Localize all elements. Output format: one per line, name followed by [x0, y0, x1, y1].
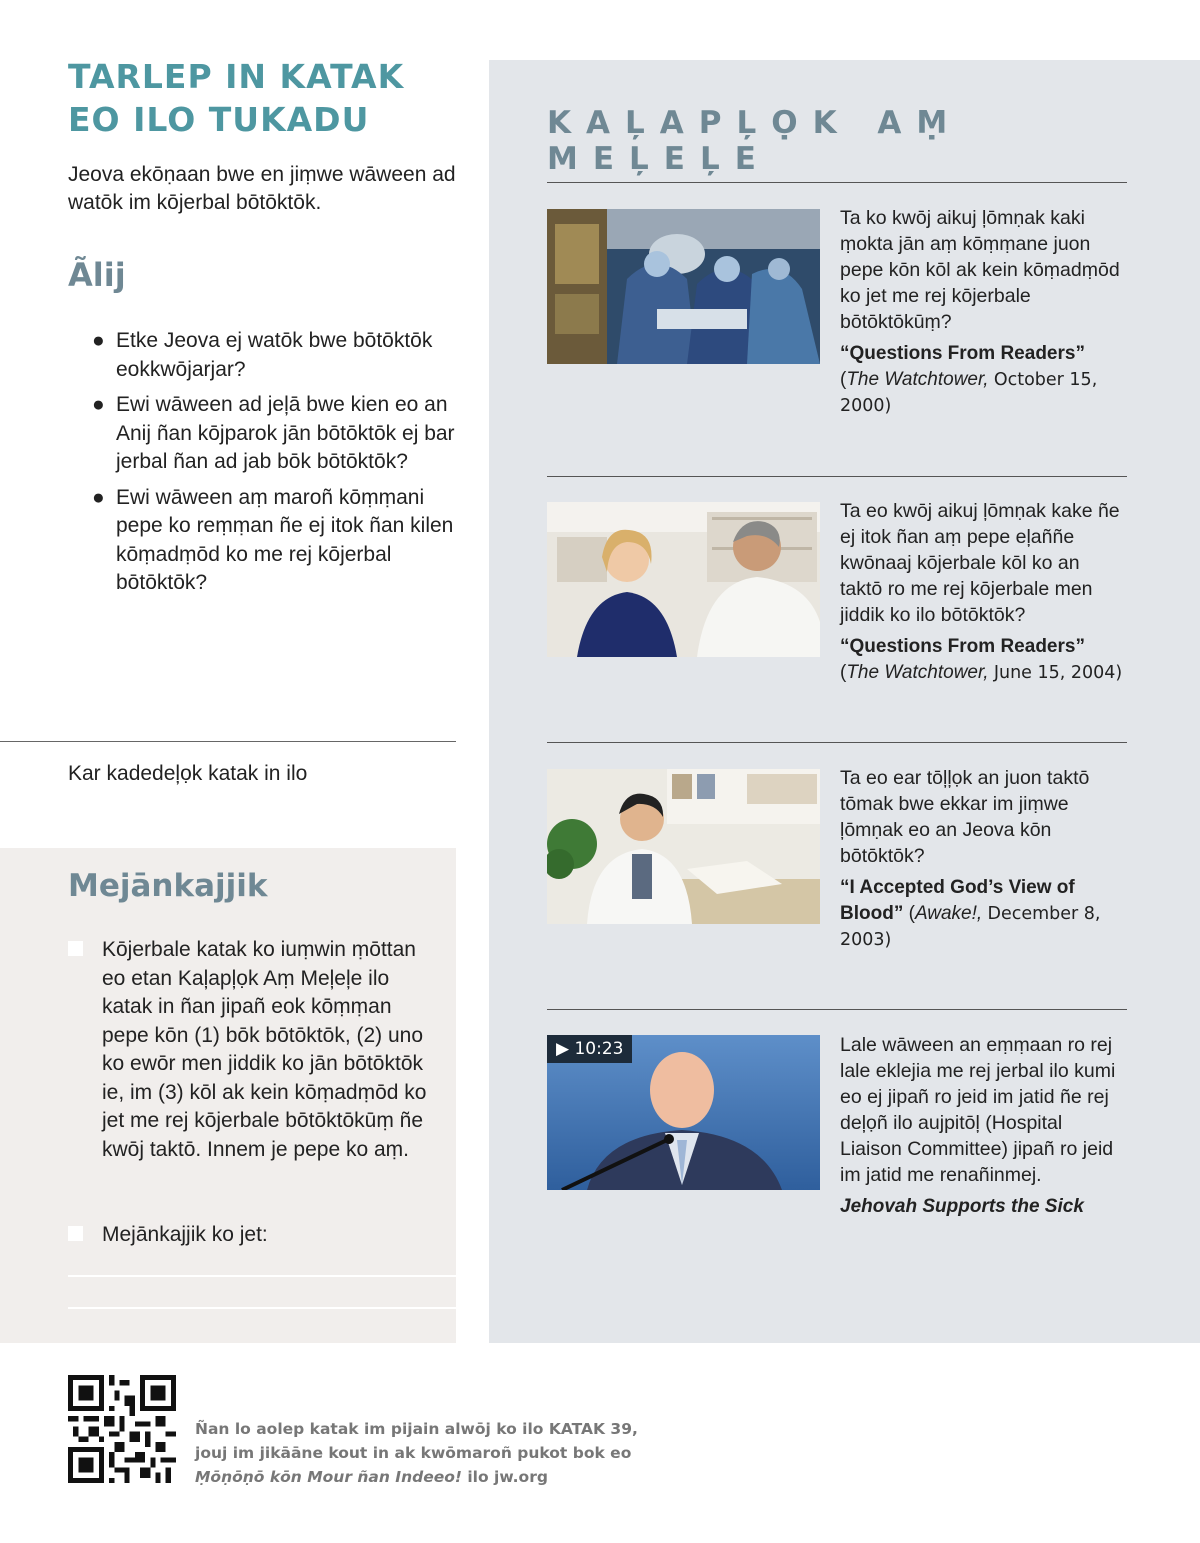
qr-code-icon[interactable] [68, 1375, 176, 1483]
title-line-1: TARLEP IN KATAK [68, 57, 405, 96]
goals-heading: Mejānkajjik [68, 868, 268, 904]
goal-item [68, 936, 438, 1164]
bullet-icon: ● [92, 329, 105, 352]
item-divider [547, 182, 1127, 183]
article-link[interactable]: “Questions From Readers” [840, 343, 1085, 364]
publication-name: Awake!, [914, 903, 983, 924]
review-heading: Ãlij [68, 256, 126, 294]
explore-item [840, 1032, 1125, 1220]
lesson-recap-title [68, 55, 404, 141]
patient-talking-with-doctor-photo[interactable] [547, 502, 820, 657]
item-source: “Questions From Readers” (The Watchtower, June 15, 2004) [840, 636, 1123, 683]
item-source: “Questions From Readers” (The Watchtower, October 15, 2000) [840, 343, 1098, 416]
footer-line-2: jouj im jikāāne kout in ak kwōmaroñ pukot bok eo [195, 1444, 632, 1462]
goal-checkbox[interactable] [68, 1226, 83, 1241]
section-divider [0, 741, 456, 742]
smiling-doctor-at-desk-photo[interactable] [547, 769, 820, 924]
bullet-icon: ● [92, 485, 105, 509]
review-question-text: Ewi wāween aṃ maroñ kōṃṃani pepe ko reṃṃan ñe ej itok ñan kilen kōṃadṃōd ko me rej kōjerbal bōtōktōk? [116, 485, 454, 594]
title-line-2: EO ILO TUKADU [68, 100, 370, 139]
footer-line-1: Ñan lo aolep katak im pijain alwōj ko ilo KATAK 39, [195, 1420, 638, 1438]
review-question [92, 484, 462, 598]
explore-heading: KAĻAPĻỌK AṂ MEĻEĻE [547, 105, 963, 177]
item-divider [547, 742, 1127, 743]
item-divider [547, 1009, 1127, 1010]
footer-note [195, 1417, 655, 1489]
review-questions [92, 327, 462, 605]
doctor-conversation-image [547, 502, 820, 657]
goal-checkbox[interactable] [68, 941, 83, 956]
review-question [92, 391, 462, 477]
publication-name: The Watchtower, [846, 369, 989, 390]
surgeons-operating-photo[interactable] [547, 209, 820, 364]
footer-site[interactable]: ilo jw.org [467, 1468, 548, 1486]
review-question-text: Ewi wāween ad jeļā bwe kien eo an Anij ñan kōjparok jān bōtōktōk ej bar jerbal ñan ad jab bōk bōtōktōk? [116, 393, 455, 473]
item-source [840, 1194, 1125, 1220]
video-link[interactable]: Jehovah Supports the Sick [840, 1196, 1084, 1217]
lesson-summary: Jeova ekōṇaan bwe en jiṃwe wāween ad watōk im kōjerbal bōtōktōk. [68, 163, 456, 214]
surgery-image [547, 209, 820, 364]
doctor-desk-image [547, 769, 820, 924]
review-question [92, 327, 462, 384]
study-completed-note: Kar kadedeļọk katak in ilo [68, 762, 308, 785]
goal-item [68, 1221, 438, 1250]
publication-date: June 15, 2004) [993, 663, 1123, 683]
item-question: Ta eo ear tōļļọk an juon taktō tōmak bwe ekkar im jiṃwe ļōmṇak eo an Jeova kōn bōtōktōk? [840, 767, 1090, 867]
article-link[interactable]: “Questions From Readers” [840, 636, 1085, 657]
goal-text: Kōjerbale katak ko iuṃwin ṃōttan eo etan Kaļapļọk Aṃ Meļeļe ilo katak in ñan jipañ eok kōṃṃan pepe kōn (1) bōk bōtōktōk, (2) uno ko ewōr men jiddik ko jān bōtōktōk ie, im (3) kōl ak kein kōṃadṃōd ko jet me rej kōjerbale bōtōktōkūṃ ñe kwōj taktō. Innem je pepe ko aṃ. [102, 938, 427, 1161]
video-duration-badge: ▶ 10:23 [547, 1035, 632, 1063]
publication-name: The Watchtower, [846, 662, 989, 683]
explore-item [840, 205, 1125, 419]
book-title: Ṃōṇōṇō kōn Mour ñan Indeeo! [195, 1468, 462, 1486]
item-question: Ta ko kwōj aikuj ļōmṇak kaki ṃokta jān aṃ kōṃṃane juon pepe kōn kōl ak kein kōṃadṃōd ko jet me rej kōjerbale bōtōktōkūṃ? [840, 207, 1120, 333]
item-question: Lale wāween an eṃṃaan ro rej lale eklejia me rej jerbal ilo kumi eo ej jipañ ro jeid im jatid ñe rej deļọñ ilo aujpitōļ (Hospital Liaison Committee) jipañ ro jeid im jatid me renañinmej. [840, 1034, 1116, 1186]
publication-date: December 8, 2003) [840, 904, 1101, 950]
goal-write-line[interactable] [68, 1275, 456, 1277]
explore-item [840, 765, 1125, 953]
item-divider [547, 476, 1127, 477]
item-source: “I Accepted God’s View of Blood” (Awake!, December 8, 2003) [840, 877, 1101, 950]
goal-write-line[interactable] [68, 1307, 456, 1309]
publication-date: October 15, 2000) [840, 370, 1098, 416]
article-link[interactable]: “I Accepted God’s View of Blood” [840, 877, 1075, 924]
speaker-at-podium-video[interactable] [547, 1035, 820, 1190]
goal-text: Mejānkajjik ko jet: [102, 1223, 268, 1246]
item-question: Ta eo kwōj aikuj ļōmṇak kake ñe ej itok ñan aṃ pepe eļaññe kwōnaaj kōjerbale kōl ko an taktō ro me rej kōjerbale men jiddik ko ilo bōtōktōk? [840, 500, 1120, 626]
bullet-icon: ● [92, 393, 105, 416]
review-question-text: Etke Jeova ej watōk bwe bōtōktōk eokkwōjarjar? [116, 329, 433, 381]
explore-item [840, 498, 1125, 686]
